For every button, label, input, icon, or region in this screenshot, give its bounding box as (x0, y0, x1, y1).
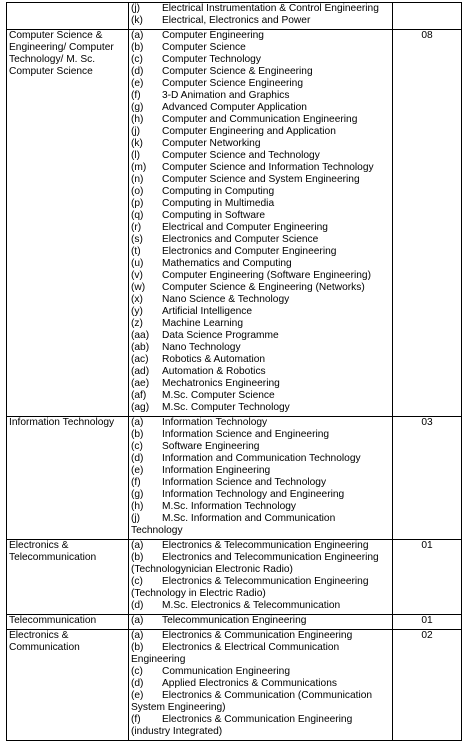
item-text: Computer Science (162, 42, 246, 53)
list-item (129, 513, 392, 525)
list-item (129, 642, 392, 654)
item-index: (v) (131, 270, 143, 281)
branch-table (6, 2, 462, 741)
item-index: (a) (131, 540, 144, 551)
item-text: Electrical Instrumentation & Control Engineering (162, 3, 379, 14)
item-text: Computer Engineering and Application (162, 126, 336, 137)
item-text-continuation: Engineering (131, 654, 186, 665)
branch-name-line: Telecommunication (9, 552, 97, 563)
list-item (129, 465, 392, 477)
list-item (129, 234, 392, 246)
item-text: Electronics and Computer Engineering (162, 246, 337, 257)
item-index: (x) (131, 294, 143, 305)
branch-name-cell (7, 615, 129, 630)
list-item (129, 330, 392, 342)
sub-branch-cell (129, 3, 393, 30)
list-item (129, 690, 392, 702)
item-index: (e) (131, 465, 144, 476)
branch-name-line: Electronics & (9, 540, 69, 551)
item-text: Electronics and Telecommunication Engineering (162, 552, 379, 563)
item-text: M.Sc. Information and Communication (162, 513, 336, 524)
list-item (129, 477, 392, 489)
list-item (129, 294, 392, 306)
sub-branch-cell (129, 30, 393, 417)
list-item (129, 90, 392, 102)
count-value: 02 (421, 630, 433, 641)
branch-name-cell (7, 30, 129, 417)
item-text: Data Science Programme (162, 330, 279, 341)
item-text: Nano Technology (162, 342, 241, 353)
item-index: (j) (131, 126, 141, 137)
item-text: Information Engineering (162, 465, 271, 476)
item-index: (k) (131, 138, 143, 149)
item-index: (af) (131, 390, 147, 401)
branch-name-cell (7, 630, 129, 741)
list-item (129, 501, 392, 513)
item-index: (h) (131, 501, 144, 512)
item-text: Robotics & Automation (162, 354, 266, 365)
item-index: (a) (131, 630, 144, 641)
item-text: Information Technology and Engineering (162, 489, 345, 500)
item-index: (o) (131, 186, 144, 197)
item-index: (e) (131, 78, 144, 89)
item-index: (ac) (131, 354, 149, 365)
table-row (7, 630, 462, 741)
item-text-continuation: System Engineering) (131, 702, 226, 713)
item-text: Electronics & Communication (Communication (162, 690, 373, 701)
list-item (129, 282, 392, 294)
list-item (129, 114, 392, 126)
item-index: (w) (131, 282, 146, 293)
list-item (129, 714, 392, 726)
item-text: Electronics & Telecommunication Engineering (162, 576, 369, 587)
list-item (129, 630, 392, 642)
item-text: Electronics and Computer Science (162, 234, 319, 245)
sub-branch-cell (129, 615, 393, 630)
list-item (129, 441, 392, 453)
item-text: Computer Science & Engineering (Networks) (162, 282, 365, 293)
item-text: Information Science and Technology (162, 477, 327, 488)
branch-name-line: Computer Science (9, 66, 93, 77)
item-index: (n) (131, 174, 144, 185)
count-value: 01 (421, 540, 433, 551)
item-index: (u) (131, 258, 144, 269)
item-text: Computer Engineering (Software Engineering) (162, 270, 371, 281)
count-cell (393, 615, 462, 630)
item-text: Communication Engineering (162, 666, 290, 677)
item-text: Machine Learning (162, 318, 243, 329)
item-index: (r) (131, 222, 142, 233)
item-text: Computer Science Engineering (162, 78, 304, 89)
item-text: Information Technology (162, 417, 268, 428)
list-item (129, 258, 392, 270)
list-item (129, 354, 392, 366)
item-index: (t) (131, 246, 141, 257)
item-text: Software Engineering (162, 441, 260, 452)
item-text: Electronics & Communication Engineering (162, 714, 353, 725)
list-item (129, 42, 392, 54)
item-index: (a) (131, 417, 144, 428)
item-text-continuation: Technology (131, 525, 183, 536)
item-index: (s) (131, 234, 143, 245)
item-text: Telecommunication Engineering (162, 615, 307, 626)
item-text: Computing in Multimedia (162, 198, 275, 209)
list-item (129, 210, 392, 222)
list-item (129, 378, 392, 390)
count-cell (393, 417, 462, 540)
list-item (129, 342, 392, 354)
item-index: (c) (131, 441, 143, 452)
list-item (129, 30, 392, 42)
item-text: Information Science and Engineering (162, 429, 330, 440)
item-text: Electrical and Computer Engineering (162, 222, 328, 233)
count-cell (393, 30, 462, 417)
branch-name-cell (7, 540, 129, 615)
item-index: (m) (131, 162, 147, 173)
count-value: 08 (421, 30, 433, 41)
item-text: Computer Networking (162, 138, 261, 149)
item-index: (g) (131, 489, 144, 500)
list-item (129, 417, 392, 429)
list-item (129, 102, 392, 114)
item-index: (ad) (131, 366, 150, 377)
sub-branch-cell (129, 417, 393, 540)
list-item (129, 540, 392, 552)
item-index: (aa) (131, 330, 150, 341)
item-text: M.Sc. Information Technology (162, 501, 297, 512)
item-text: Electrical, Electronics and Power (162, 15, 311, 26)
list-item (129, 78, 392, 90)
item-index: (d) (131, 66, 144, 77)
branch-name-line: Engineering/ Computer (9, 42, 114, 53)
count-value: 01 (421, 615, 433, 626)
item-index: (a) (131, 615, 144, 626)
item-text: Automation & Robotics (162, 366, 266, 377)
table-row (7, 417, 462, 540)
count-cell (393, 540, 462, 615)
list-item (129, 162, 392, 174)
branch-name-cell (7, 3, 129, 30)
item-text: Nano Science & Technology (162, 294, 290, 305)
list-item (129, 66, 392, 78)
branch-name-cell (7, 417, 129, 540)
list-item (129, 174, 392, 186)
item-index: (p) (131, 198, 144, 209)
item-index: (d) (131, 600, 144, 611)
branch-name-line: Electronics & (9, 630, 69, 641)
list-item (129, 666, 392, 678)
item-index: (z) (131, 318, 143, 329)
list-item (129, 138, 392, 150)
list-item (129, 3, 392, 15)
list-item (129, 198, 392, 210)
item-text: Computer Science and Information Technology (162, 162, 374, 173)
item-index: (y) (131, 306, 143, 317)
list-item (129, 429, 392, 441)
item-index: (f) (131, 90, 141, 101)
table-row (7, 30, 462, 417)
branch-name-line: Telecommunication (9, 615, 97, 626)
item-text: Computer Science & Engineering (162, 66, 313, 77)
list-item (129, 576, 392, 588)
item-text: Electronics & Communication Engineering (162, 630, 353, 641)
item-index: (c) (131, 576, 143, 587)
item-text: M.Sc. Computer Science (162, 390, 275, 401)
item-text: Computer Technology (162, 54, 261, 65)
branch-name-line: Information Technology (9, 417, 115, 428)
item-index: (ag) (131, 402, 150, 413)
item-text: Mathematics and Computing (162, 258, 292, 269)
branch-name-line: Communication (9, 642, 80, 653)
list-item (129, 390, 392, 402)
item-text: Computer and Communication Engineering (162, 114, 358, 125)
list-item (129, 15, 392, 27)
sub-branch-cell (129, 540, 393, 615)
list-item (129, 126, 392, 138)
count-cell (393, 630, 462, 741)
table-row (7, 540, 462, 615)
item-text: M.Sc. Computer Technology (162, 402, 290, 413)
table-row (7, 3, 462, 30)
item-index: (k) (131, 15, 143, 26)
branch-name-line: Computer Science & (9, 30, 103, 41)
item-index: (g) (131, 102, 144, 113)
list-item (129, 678, 392, 690)
item-text: M.Sc. Electronics & Telecommunication (162, 600, 341, 611)
item-index: (j) (131, 513, 141, 524)
item-text: Computing in Software (162, 210, 266, 221)
item-text: Applied Electronics & Communications (162, 678, 337, 689)
item-index: (a) (131, 30, 144, 41)
list-item (129, 489, 392, 501)
item-index: (l) (131, 150, 141, 161)
item-index: (b) (131, 552, 144, 563)
item-index: (c) (131, 666, 143, 677)
item-index: (f) (131, 714, 141, 725)
item-index: (j) (131, 3, 141, 14)
item-index: (c) (131, 54, 143, 65)
list-item (129, 600, 392, 612)
item-index: (ab) (131, 342, 150, 353)
list-item (129, 552, 392, 564)
item-index: (b) (131, 429, 144, 440)
item-index: (d) (131, 453, 144, 464)
count-cell (393, 3, 462, 30)
item-text: Computer Engineering (162, 30, 264, 41)
list-item (129, 222, 392, 234)
item-index: (q) (131, 210, 144, 221)
item-text: Computer Science and System Engineering (162, 174, 360, 185)
item-text: Mechatronics Engineering (162, 378, 280, 389)
list-item (129, 150, 392, 162)
item-index: (f) (131, 477, 141, 488)
item-index: (ae) (131, 378, 150, 389)
item-index: (b) (131, 42, 144, 53)
sub-branch-cell (129, 630, 393, 741)
list-item (129, 453, 392, 465)
item-index: (e) (131, 690, 144, 701)
item-text: Advanced Computer Application (162, 102, 307, 113)
list-item (129, 366, 392, 378)
item-text: Artificial Intelligence (162, 306, 253, 317)
item-text: 3-D Animation and Graphics (162, 90, 290, 101)
item-index: (h) (131, 114, 144, 125)
list-item (129, 54, 392, 66)
list-item (129, 318, 392, 330)
list-item (129, 306, 392, 318)
item-text-continuation: (Technologynician Electronic Radio) (131, 564, 293, 575)
list-item (129, 246, 392, 258)
branch-name-line: Technology/ M. Sc. (9, 54, 96, 65)
branch-table-body (7, 3, 462, 741)
item-text-continuation: (industry Integrated) (131, 726, 223, 737)
item-index: (b) (131, 642, 144, 653)
item-index: (d) (131, 678, 144, 689)
list-item (129, 186, 392, 198)
item-text: Information and Communication Technology (162, 453, 361, 464)
item-text: Computing in Computing (162, 186, 275, 197)
table-row (7, 615, 462, 630)
item-text: Computer Science and Technology (162, 150, 320, 161)
list-item (129, 402, 392, 414)
list-item (129, 270, 392, 282)
item-text: Electronics & Telecommunication Engineering (162, 540, 369, 551)
item-text: Electronics & Electrical Communication (162, 642, 340, 653)
list-item (129, 615, 392, 627)
item-text-continuation: (Technology in Electric Radio) (131, 588, 266, 599)
count-value: 03 (421, 417, 433, 428)
